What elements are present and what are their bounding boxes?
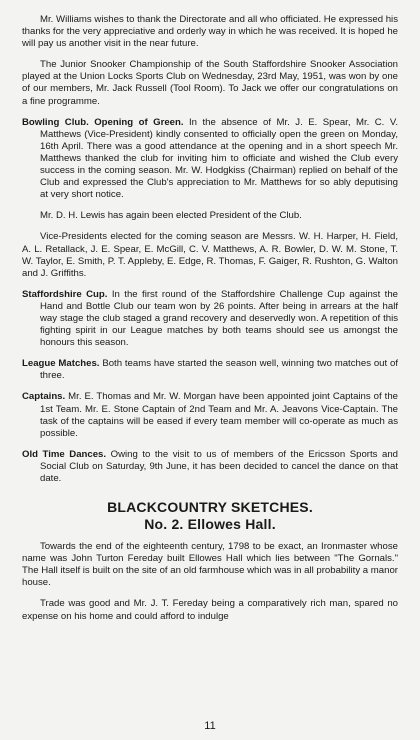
paragraph-text: The Junior Snooker Championship of the South Staffordshire Snooker Association played at the Union Locks Sports Club on Wednesday, 23rd May, 1951, was won by one of our members, Mr. Jack Russell (Tool Room). To Jack we offer our congratulations on a fine programme. (22, 59, 398, 107)
paragraph-heading: Staffordshire Cup. (22, 288, 108, 300)
paragraph-president (22, 210, 398, 222)
section-title-line-2: No. 2. Ellowes Hall. (144, 516, 276, 533)
section-title (22, 499, 398, 533)
paragraph-bowling (22, 117, 398, 202)
paragraph-text: In the absence of Mr. J. E. Spear, Mr. C. V. Matthews (Vice-President) kindly consented to officially open the green on Monday, 16th April. There was a good attendance at the opening and in a short speech Mr. Matthews thanked the club for inviting him to officiate and wished the Club every success in the coming season. Mr. W. Hodgkiss (Chairman) replied on behalf of the Club and expressed the Club's appreciation to Mr. Matthews for so ably deputising at very short notice. (40, 116, 399, 201)
paragraph-captains (22, 391, 398, 439)
paragraph-fereday-2 (22, 598, 398, 622)
section-title-line-1: BLACKCOUNTRY SKETCHES. (107, 499, 313, 516)
paragraph-heading: League Matches. (22, 358, 100, 370)
paragraph-text: Owing to the visit to us of members of the Ericsson Sports and Social Club on Saturday, 9th June, it has been decided to cancel the dance on that date. (40, 448, 398, 484)
paragraph-vice-presidents (22, 231, 398, 279)
paragraph-text: Towards the end of the eighteenth century, 1798 to be exact, an Ironmaster whose name was John Turton Fereday built Ellowes Hall which lies between "The Gornals." The Hall itself is built on the site of an old farmhouse which was in all probability a manor house. (22, 541, 398, 589)
paragraph-old-time-dances (22, 449, 398, 485)
paragraph-league-matches (22, 358, 398, 382)
paragraph-text: Mr. D. H. Lewis has again been elected President of the Club. (40, 210, 302, 222)
paragraph-text: Vice-Presidents elected for the coming season are Messrs. W. H. Harper, H. Field, A. L. Retallack, J. E. Spear, E. McGill, C. V. Matthews, A. R. Bowler, D. W. M. Stone, T. W. Taylor, E. Smith, P. T. Appleby, E. Edge, R. Thomas, F. Gaiger, R. Rushton, G. Walton and J. Griffiths. (22, 231, 398, 279)
paragraph-thanks (22, 14, 398, 50)
paragraph-text: Mr. Williams wishes to thank the Directorate and all who officiated. He expressed his thanks for the very appreciative and orderly way in which he was received. It is hoped he will pay us another visit in the near future. (22, 14, 398, 50)
paragraph-text: Mr. E. Thomas and Mr. W. Morgan have been appointed joint Captains of the 1st Team. Mr. E. Stone Captain of 2nd Team and Mr. A. Jeavons Vice-Captain. The task of the captains will be eased if every team member will co-operate as much as possible. (40, 391, 398, 439)
paragraph-text: Trade was good and Mr. J. T. Fereday being a comparatively rich man, spared no expense on his home and could afford to indulge (22, 598, 398, 622)
paragraph-text: Both teams have started the season well, winning two matches out of three. (40, 358, 398, 382)
paragraph-heading: Old Time Dances. (22, 448, 107, 460)
page-number: 11 (204, 720, 216, 732)
paragraph-snooker (22, 59, 398, 107)
paragraph-heading: Bowling Club. Opening of Green. (22, 116, 184, 128)
paragraph-staffordshire-cup (22, 289, 398, 349)
paragraph-text: In the first round of the Staffordshire Challenge Cup against the Hand and Bottle Club our team won by 26 points. After being in arrears at the half way stage the club staged a grand recovery and deservedly won. A repetition of this fighting spirit in our League matches by both teams should see us amongst the honours this season. (40, 288, 398, 349)
paragraph-heading: Captains. (22, 391, 66, 403)
paragraph-fereday-1 (22, 541, 398, 589)
